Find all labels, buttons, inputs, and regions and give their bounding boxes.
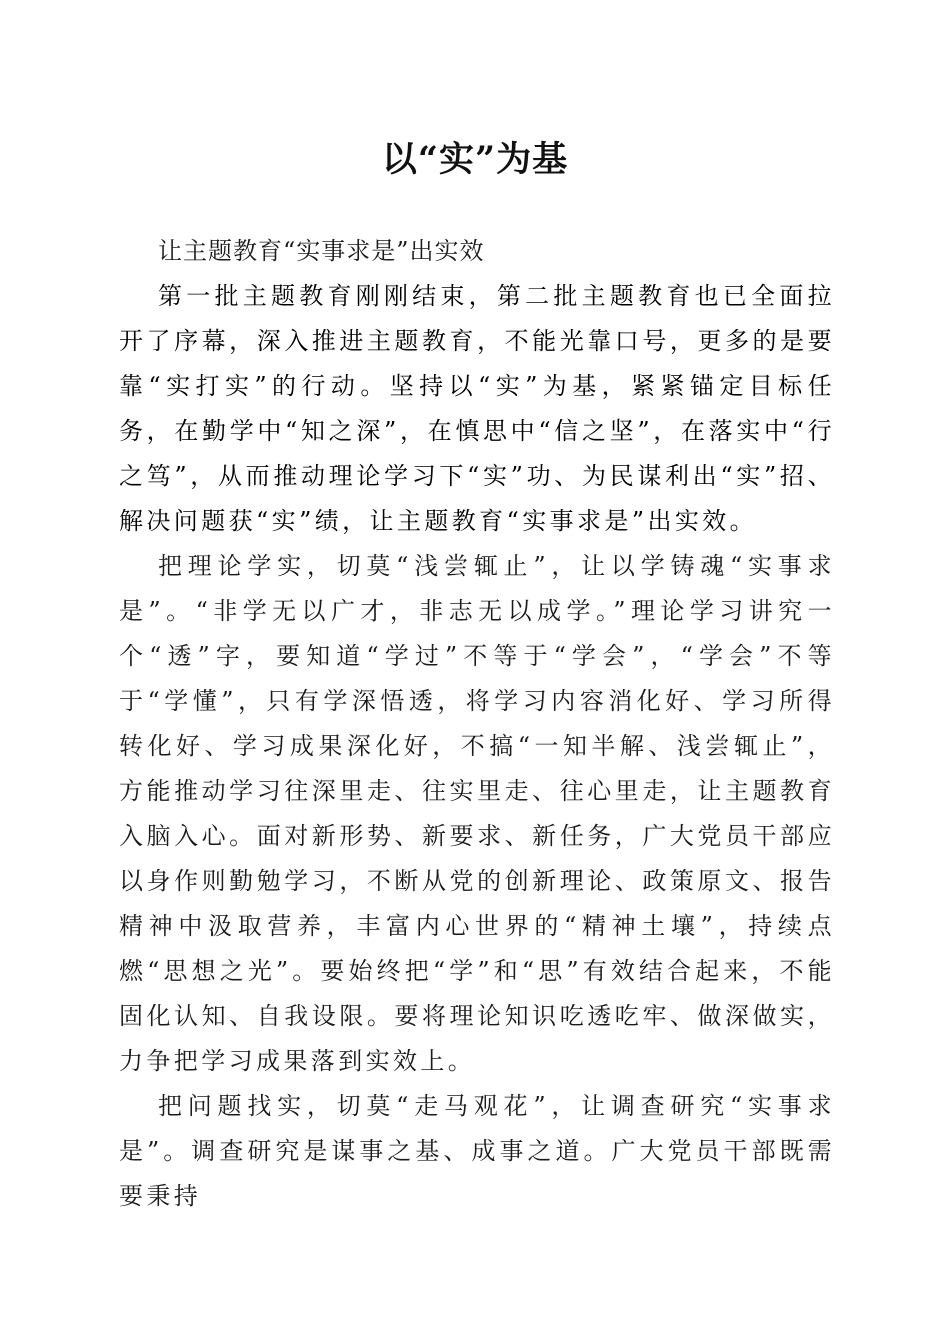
document-body (119, 229, 835, 1219)
research-paragraph: 把问题找实，切莫“走马观花”，让调查研究“实事求是”。调查研究是谋事之基、成事之道。广大党员干部既需要秉持 (119, 1092, 835, 1210)
intro-paragraph: 第一批主题教育刚刚结束，第二批主题教育也已全面拉开了序幕，深入推进主题教育，不能光靠口号，更多的是要靠“实打实”的行动。坚持以“实”为基，紧紧锚定目标任务，在勤学中“知之深”，在慎思中“信之坚”，在落实中“行之笃”，从而推动理论学习下“实”功、为民谋利出“实”招、解决问题获“实”绩，让主题教育“实事求是”出实效。 (119, 282, 835, 535)
document-title: 以“实”为基 (381, 139, 569, 180)
theory-paragraph: 把理论学实，切莫“浅尝辄止”，让以学铸魂“实事求是”。“非学无以广才，非志无以成学。”理论学习讲究一个“透”字，要知道“学过”不等于“学会”，“学会”不等于“学懂”，只有学深悟透，将学习内容消化好、学习所得转化好、学习成果深化好，不搞“一知半解、浅尝辄止”，方能推动学习往深里走、往实里走、往心里走，让主题教育入脑入心。面对新形势、新要求、新任务，广大党员干部应以身作则勤勉学习，不断从党的创新理论、政策原文、报告精神中汲取营养，丰富内心世界的“精神土壤”，持续点燃“思想之光”。要始终把“学”和“思”有效结合起来，不能固化认知、自我设限。要将理论知识吃透吃牢、做深做实，力争把学习成果落到实效上。 (119, 552, 835, 1075)
subtitle-paragraph: 让主题教育“实事求是”出实效 (158, 237, 485, 265)
